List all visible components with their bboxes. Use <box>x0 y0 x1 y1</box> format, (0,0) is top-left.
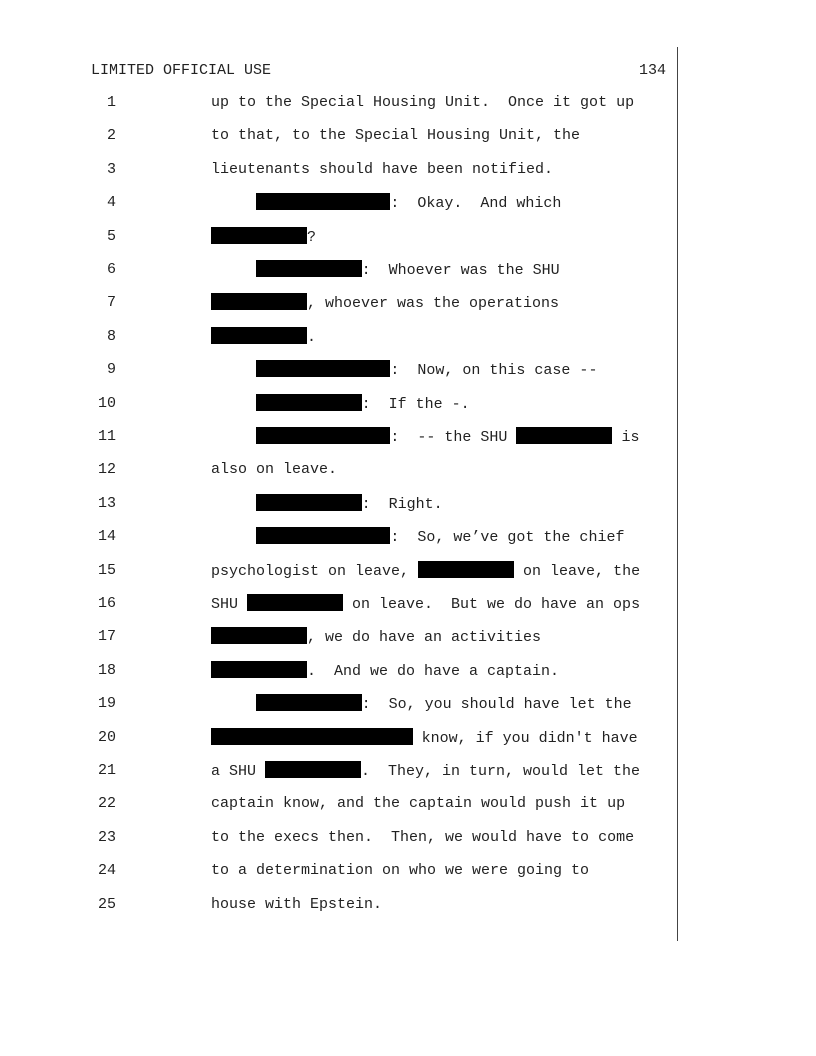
transcript-line <box>0 394 816 414</box>
transcript-line <box>0 93 816 113</box>
line-text <box>211 460 337 480</box>
text-segment: up to the Special Housing Unit. Once it got up <box>211 94 635 111</box>
text-segment: on leave. But we do have an ops <box>343 596 641 613</box>
line-text <box>211 561 640 582</box>
text-segment: : So, we’ve got the chief <box>390 529 625 547</box>
line-number: 17 <box>97 628 116 646</box>
line-text <box>211 227 316 248</box>
redaction-block <box>247 594 343 611</box>
redaction-block <box>265 761 361 778</box>
redaction-block <box>256 260 362 277</box>
transcript-line <box>0 227 816 247</box>
line-text <box>211 895 382 915</box>
line-text <box>211 728 638 749</box>
text-segment: : Whoever was the SHU <box>361 262 560 279</box>
transcript-line <box>0 828 816 848</box>
transcript-line <box>0 126 816 146</box>
line-text <box>211 327 316 348</box>
transcript-line <box>0 794 816 814</box>
text-segment: house with Epstein. <box>211 895 383 913</box>
text-segment <box>211 429 256 446</box>
transcript-line <box>0 260 816 280</box>
text-segment: know, if you didn't have <box>412 729 638 747</box>
text-segment: psychologist on leave, <box>211 562 419 580</box>
text-segment <box>211 362 256 379</box>
transcript-line <box>0 460 816 480</box>
line-number: 21 <box>97 762 116 779</box>
redaction-block <box>256 694 362 711</box>
transcript-line <box>0 427 816 447</box>
line-number: 14 <box>97 528 116 546</box>
transcript-line <box>0 594 816 614</box>
transcript-line <box>0 561 816 581</box>
transcript-line <box>0 494 816 514</box>
text-segment: : Okay. And which <box>390 195 562 213</box>
line-number: 5 <box>106 227 116 245</box>
line-number: 19 <box>97 695 116 713</box>
text-segment: : If the -. <box>361 395 470 413</box>
text-segment: SHU <box>211 596 248 613</box>
text-segment: : Now, on this case -- <box>390 362 598 380</box>
text-segment: to a determination on who we were going to <box>211 862 590 880</box>
line-text <box>211 193 561 214</box>
redaction-block <box>211 728 413 745</box>
redaction-block <box>256 527 390 544</box>
redaction-block <box>516 427 612 444</box>
transcript-line <box>0 861 816 881</box>
transcript-line <box>0 761 816 781</box>
redaction-block <box>211 227 307 244</box>
text-segment: : -- the SHU <box>390 429 517 446</box>
text-segment <box>211 262 256 279</box>
line-text <box>211 293 559 314</box>
redaction-block <box>211 661 307 678</box>
transcript-line <box>0 527 816 547</box>
line-text <box>211 260 560 281</box>
line-number: 7 <box>106 294 116 312</box>
text-segment: captain know, and the captain would push it up <box>211 795 626 813</box>
redaction-block <box>256 427 390 444</box>
line-text <box>211 594 640 615</box>
text-segment: : Right. <box>361 495 443 513</box>
classification-header: LIMITED OFFICIAL USE <box>91 62 272 79</box>
line-number: 24 <box>97 862 116 880</box>
line-text <box>211 828 634 848</box>
line-number: 25 <box>97 895 116 913</box>
redaction-block <box>256 193 390 210</box>
line-text <box>211 427 639 448</box>
text-segment <box>211 496 256 513</box>
text-segment: , we do have an activities <box>307 629 542 647</box>
transcript-line <box>0 661 816 681</box>
line-number: 22 <box>97 795 116 813</box>
text-segment <box>211 696 256 713</box>
line-number: 4 <box>106 194 116 212</box>
line-text <box>211 527 624 548</box>
transcript-line <box>0 160 816 180</box>
line-number: 16 <box>97 595 116 612</box>
transcript-line <box>0 193 816 213</box>
line-number: 3 <box>106 160 116 178</box>
text-segment: on leave, the <box>514 562 641 580</box>
transcript-line <box>0 728 816 748</box>
transcript-line <box>0 327 816 347</box>
line-number: 18 <box>97 661 116 679</box>
line-text <box>211 160 553 180</box>
text-segment: . They, in turn, would let the <box>361 763 641 780</box>
line-text <box>211 93 634 113</box>
redaction-block <box>211 327 307 344</box>
redaction-block <box>211 293 307 310</box>
text-segment: to that, to the Special Housing Unit, the <box>211 127 581 145</box>
transcript-line <box>0 627 816 647</box>
line-number: 20 <box>97 728 116 746</box>
line-number: 10 <box>97 394 116 412</box>
line-text <box>211 661 559 682</box>
line-number: 2 <box>106 127 116 145</box>
text-segment <box>211 396 256 413</box>
text-segment: also on leave. <box>211 461 338 479</box>
line-text <box>211 861 589 881</box>
line-text <box>211 360 597 381</box>
line-number: 12 <box>97 461 116 479</box>
redaction-block <box>211 627 307 644</box>
line-text <box>211 627 541 648</box>
text-segment: ? <box>307 228 317 246</box>
line-number: 13 <box>97 494 116 512</box>
line-number: 15 <box>97 561 116 579</box>
line-text <box>211 694 632 715</box>
transcript-line <box>0 694 816 714</box>
transcript-line <box>0 360 816 380</box>
line-number: 8 <box>106 327 116 345</box>
redaction-block <box>256 394 362 411</box>
redaction-block <box>418 561 514 578</box>
text-segment: is <box>612 429 640 446</box>
line-text <box>211 494 443 515</box>
redaction-block <box>256 360 390 377</box>
page-number: 134 <box>638 62 666 79</box>
text-segment: lieutenants should have been notified. <box>211 160 554 178</box>
line-text <box>211 794 625 814</box>
text-segment: , whoever was the operations <box>307 295 560 313</box>
line-number: 11 <box>97 428 116 445</box>
line-text <box>211 126 580 146</box>
transcript-line <box>0 293 816 313</box>
text-segment: . And we do have a captain. <box>307 662 560 680</box>
line-number: 1 <box>106 94 116 111</box>
text-segment: to the execs then. Then, we would have to come <box>211 828 635 846</box>
text-segment: . <box>307 328 317 346</box>
line-text <box>211 761 640 782</box>
redaction-block <box>256 494 362 511</box>
text-segment <box>211 195 256 212</box>
text-segment: : So, you should have let the <box>361 696 632 714</box>
transcript-line <box>0 895 816 915</box>
text-segment <box>211 529 256 546</box>
line-number: 23 <box>97 828 116 846</box>
line-text <box>211 394 470 415</box>
line-number: 9 <box>106 361 116 379</box>
text-segment: a SHU <box>211 763 266 780</box>
line-number: 6 <box>106 261 116 278</box>
